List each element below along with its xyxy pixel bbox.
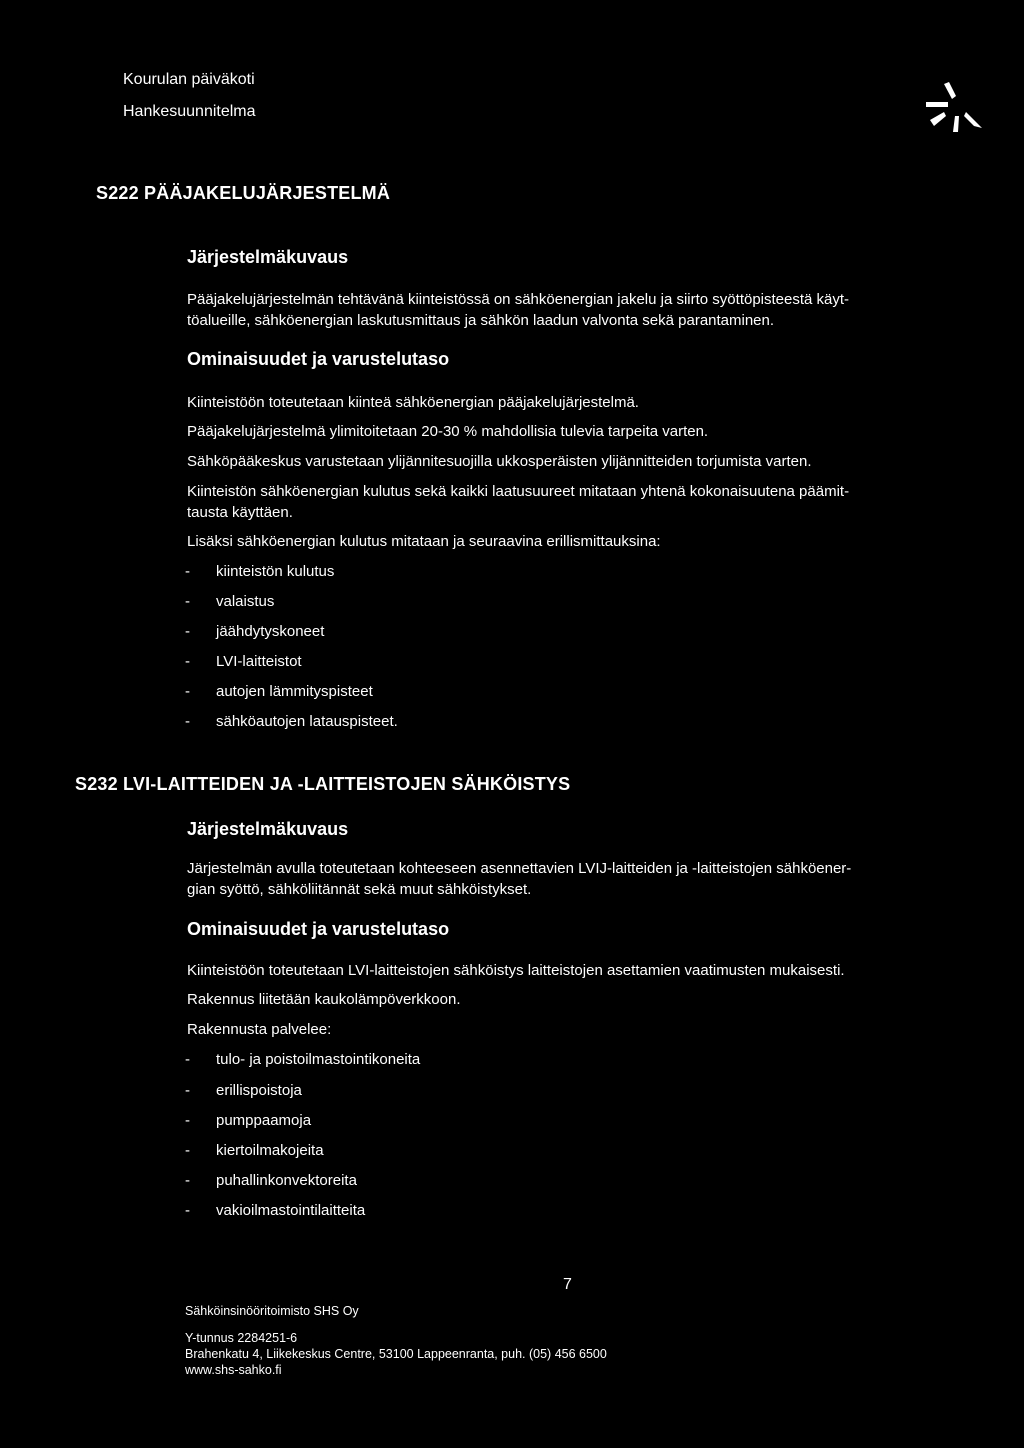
paragraph-s222-1: Kiinteistöön toteutetaan kiinteä sähköenergian pääjakelujärjestelmä. [187, 394, 639, 411]
paragraph-s222-2: Pääjakelujärjestelmä ylimitoitetaan 20-30 % mahdollisia tulevia tarpeita varten. [187, 423, 709, 440]
section-title-s232: S232 LVI-LAITTEIDEN JA -LAITTEISTOJEN SÄHKÖISTYS [75, 774, 571, 794]
paragraph-s222-3: Sähköpääkeskus varustetaan ylijännitesuojilla ukkosperäisten ylijännitteiden torjumista varten. [187, 453, 812, 470]
sparkle-logo-icon [922, 80, 988, 136]
paragraph-s222-4-line-2: tausta käyttäen. [187, 504, 293, 521]
footer-website-link[interactable]: www.shs-sahko.fi [185, 1363, 282, 1377]
paragraph-s232-3: Rakennusta palvelee: [187, 1021, 332, 1038]
footer-business-id: Y-tunnus 2284251-6 [185, 1331, 298, 1345]
desc-line-s222-1: Pääjakelujärjestelmän tehtävänä kiinteistössä on sähköenergian jakelu ja siirto syöttöpisteestä käyt- [187, 291, 850, 308]
page-number: 7 [563, 1276, 572, 1293]
header-org: Kourulan päiväkoti [123, 71, 255, 88]
desc-line-s232-1: Järjestelmän avulla toteutetaan kohteeseen asennettavien LVIJ-laitteiden ja -laitteistojen sähköener- [187, 860, 852, 877]
prop-heading-s222: Ominaisuudet ja varustelutaso [187, 349, 450, 369]
paragraph-s222-4-line-1: Kiinteistön sähköenergian kulutus sekä kaikki laatusuureet mitataan yhtenä kokonaisuutena päämit- [187, 483, 850, 500]
desc-line-s232-2: gian syöttö, sähköliitännät sekä muut sähköistykset. [187, 881, 532, 898]
header-doc-title: Hankesuunnitelma [123, 103, 256, 120]
paragraph-s232-2: Rakennus liitetään kaukolämpöverkkoon. [187, 991, 461, 1008]
footer-address: Brahenkatu 4, Liikekeskus Centre, 53100 Lappeenranta, puh. (05) 456 6500 [185, 1347, 607, 1361]
footer-company: Sähköinsinööritoimisto SHS Oy [185, 1304, 359, 1318]
prop-heading-s232: Ominaisuudet ja varustelutaso [187, 919, 450, 939]
desc-line-s222-2: töalueille, sähköenergian laskutusmittaus ja sähkön laadun valvonta sekä parantaminen. [187, 312, 775, 329]
desc-heading-s232: Järjestelmäkuvaus [187, 819, 349, 839]
desc-heading-s222: Järjestelmäkuvaus [187, 247, 349, 267]
section-title-s222: S222 PÄÄJAKELUJÄRJESTELMÄ [96, 183, 391, 203]
paragraph-s232-1: Kiinteistöön toteutetaan LVI-laitteistojen sähköistys laitteistojen asettamien vaatimusten mukaisesti. [187, 962, 845, 979]
paragraph-s222-5: Lisäksi sähköenergian kulutus mitataan ja seuraavina erillismittauksina: [187, 533, 661, 550]
